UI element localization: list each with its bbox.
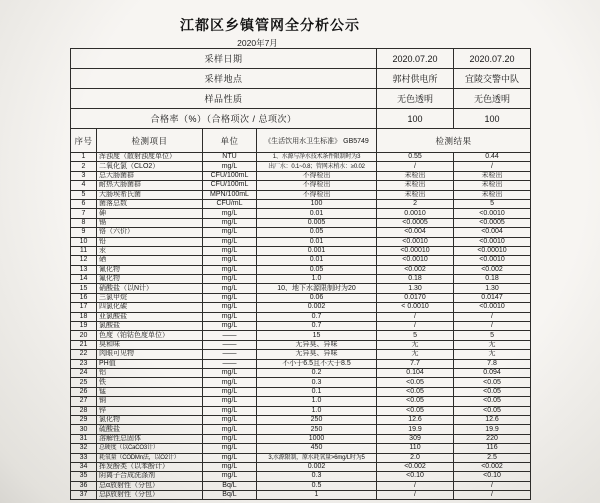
table-row (71, 415, 531, 424)
info-label: 采样日期 (71, 49, 377, 69)
result-cell-2: 0.18 (454, 275, 531, 284)
info-value: 无色透明 (454, 89, 531, 109)
item-name-cell: 铅 (97, 237, 203, 246)
item-name-cell: 铝 (97, 368, 203, 377)
standard-cell: 0.06 (257, 293, 377, 302)
row-index-cell: 22 (71, 350, 97, 359)
item-name-cell: 氰化物 (97, 265, 203, 274)
standard-cell: 0.2 (257, 368, 377, 377)
row-index-cell: 9 (71, 228, 97, 237)
result-cell-2: <0.05 (454, 387, 531, 396)
result-cell-1: 0.0010 (377, 209, 454, 218)
unit-cell: mg/L (203, 237, 257, 246)
result-cell-1: 无 (377, 340, 454, 349)
unit-cell: mg/L (203, 284, 257, 293)
table-row (71, 209, 531, 218)
unit-cell: mg/L (203, 322, 257, 331)
row-index-cell: 28 (71, 406, 97, 415)
item-name-cell: 菌落总数 (97, 199, 203, 208)
result-cell-1: 309 (377, 434, 454, 443)
standard-cell: 无异臭、异味 (257, 350, 377, 359)
standard-cell: 0.5 (257, 481, 377, 490)
row-index-cell: 15 (71, 284, 97, 293)
unit-cell: mg/L (203, 415, 257, 424)
table-row (71, 397, 531, 406)
item-name-cell: 铁 (97, 378, 203, 387)
table-row (71, 275, 531, 284)
standard-cell: 15 (257, 331, 377, 340)
item-name-cell: 总α放射性（分包） (97, 481, 203, 490)
unit-cell: CFU/100mL (203, 181, 257, 190)
item-name-cell: 氟化物 (97, 275, 203, 284)
unit-cell: mg/L (203, 425, 257, 434)
table-row (71, 462, 531, 471)
item-name-cell: 亚氯酸盐 (97, 312, 203, 321)
page-title: 江都区乡镇管网全分析公示 (180, 17, 360, 33)
item-name-cell: 砷 (97, 209, 203, 218)
info-value: 郭村供电所 (377, 69, 454, 89)
standard-cell: 1、水源与净水技术条件限制时为3 (257, 153, 377, 162)
row-index-cell: 37 (71, 491, 97, 500)
item-name-cell: 四氯化碳 (97, 303, 203, 312)
result-cell-1: <0.10 (377, 472, 454, 481)
result-cell-2: 5 (454, 331, 531, 340)
result-cell-1: 1.30 (377, 284, 454, 293)
standard-cell: 0.1 (257, 387, 377, 396)
item-name-cell: 总大肠菌群 (97, 171, 203, 180)
item-name-cell: 锰 (97, 387, 203, 396)
result-cell-2: <0.0005 (454, 218, 531, 227)
table-row (71, 481, 531, 490)
result-cell-2: 0.0147 (454, 293, 531, 302)
item-name-cell: 色度（铂钴色度单位） (97, 331, 203, 340)
unit-cell: mg/L (203, 434, 257, 443)
standard-cell: 0.05 (257, 228, 377, 237)
result-cell-1: < 0.0010 (377, 303, 454, 312)
row-index-cell: 17 (71, 303, 97, 312)
table-row (71, 171, 531, 180)
result-cell-1: / (377, 322, 454, 331)
result-cell-1: 0.104 (377, 368, 454, 377)
result-cell-1: 0.18 (377, 275, 454, 284)
item-name-cell: 总硬度（以CaCO3计） (97, 444, 203, 453)
result-cell-2: <0.002 (454, 265, 531, 274)
result-cell-2: / (454, 481, 531, 490)
unit-cell: mg/L (203, 303, 257, 312)
result-cell-1: / (377, 312, 454, 321)
row-index-cell: 14 (71, 275, 97, 284)
result-cell-1: <0.05 (377, 397, 454, 406)
result-cell-1: <0.05 (377, 378, 454, 387)
row-index-cell: 16 (71, 293, 97, 302)
standard-cell: 0.001 (257, 246, 377, 255)
result-cell-1: 无 (377, 350, 454, 359)
result-cell-2: 5 (454, 199, 531, 208)
unit-cell: mg/L (203, 378, 257, 387)
standard-cell: 出厂水：0.1~0.8；管网末梢水：≥0.02 (257, 162, 377, 171)
row-index-cell: 1 (71, 153, 97, 162)
unit-cell: mg/L (203, 368, 257, 377)
item-name-cell: 溶解性总固体 (97, 434, 203, 443)
result-cell-1: 未检出 (377, 190, 454, 199)
unit-cell: mg/L (203, 209, 257, 218)
item-name-cell: 二氧化氯（CLO2） (97, 162, 203, 171)
table-row (71, 434, 531, 443)
result-cell-2: 116 (454, 444, 531, 453)
table-row (71, 284, 531, 293)
row-index-cell: 36 (71, 481, 97, 490)
item-name-cell: 阴离子合成洗涤剂 (97, 472, 203, 481)
result-cell-1: 110 (377, 444, 454, 453)
col-header-index: 序号 (71, 129, 97, 153)
col-header-unit: 单位 (203, 129, 257, 153)
result-cell-2: <0.05 (454, 406, 531, 415)
result-cell-2: <0.0010 (454, 303, 531, 312)
standard-cell: 不得检出 (257, 190, 377, 199)
row-index-cell: 13 (71, 265, 97, 274)
result-cell-2: 未检出 (454, 171, 531, 180)
table-row (71, 359, 531, 368)
analysis-table-body (71, 153, 531, 500)
row-index-cell: 2 (71, 162, 97, 171)
standard-cell: 1.0 (257, 275, 377, 284)
result-cell-1: <0.0010 (377, 237, 454, 246)
col-header-item: 检测项目 (97, 129, 203, 153)
result-cell-1: <0.00010 (377, 246, 454, 255)
info-row-sampling-location (71, 69, 531, 89)
result-cell-2: 0.094 (454, 368, 531, 377)
table-row (71, 322, 531, 331)
standard-cell: 不得检出 (257, 181, 377, 190)
result-cell-1: 0.55 (377, 153, 454, 162)
unit-cell: mg/L (203, 406, 257, 415)
result-cell-2: 1.30 (454, 284, 531, 293)
standard-cell: 1000 (257, 434, 377, 443)
info-value: 2020.07.20 (454, 49, 531, 69)
table-row (71, 444, 531, 453)
info-value: 宜陵交警中队 (454, 69, 531, 89)
table-row (71, 265, 531, 274)
standard-cell: 1.0 (257, 406, 377, 415)
table-row (71, 331, 531, 340)
unit-cell: mg/L (203, 312, 257, 321)
table-row (71, 162, 531, 171)
result-cell-2: 7.8 (454, 359, 531, 368)
page-subtitle: 2020年7月 (237, 38, 278, 48)
row-index-cell: 7 (71, 209, 97, 218)
row-index-cell: 31 (71, 434, 97, 443)
row-index-cell: 24 (71, 368, 97, 377)
result-cell-2: 19.9 (454, 425, 531, 434)
result-cell-1: 2.0 (377, 453, 454, 462)
result-cell-2: <0.0010 (454, 209, 531, 218)
result-cell-1: <0.002 (377, 265, 454, 274)
result-cell-1: 0.0170 (377, 293, 454, 302)
unit-cell: —— (203, 350, 257, 359)
table-row (71, 199, 531, 208)
standard-cell: 不得检出 (257, 171, 377, 180)
item-name-cell: 肉眼可见物 (97, 350, 203, 359)
row-index-cell: 4 (71, 181, 97, 190)
result-cell-1: 2 (377, 199, 454, 208)
unit-cell: mg/L (203, 453, 257, 462)
item-name-cell: 耐热大肠菌群 (97, 181, 203, 190)
item-name-cell: 耗氧量（CODMn法，以O2计） (97, 453, 203, 462)
result-cell-2: 无 (454, 340, 531, 349)
row-index-cell: 27 (71, 397, 97, 406)
result-cell-2: 无 (454, 350, 531, 359)
standard-cell: 0.01 (257, 209, 377, 218)
standard-cell: 1.0 (257, 397, 377, 406)
info-label: 合格率（%）（合格项次 / 总项次） (71, 109, 377, 129)
standard-cell: 0.002 (257, 462, 377, 471)
unit-cell: mg/L (203, 162, 257, 171)
unit-cell: Bq/L (203, 481, 257, 490)
item-name-cell: PH值 (97, 359, 203, 368)
column-header-row (71, 129, 531, 153)
result-cell-1: <0.0010 (377, 256, 454, 265)
standard-cell: 1 (257, 491, 377, 500)
standard-cell: 不小于6.5且不大于8.5 (257, 359, 377, 368)
row-index-cell: 20 (71, 331, 97, 340)
result-cell-2: 未检出 (454, 190, 531, 199)
unit-cell: —— (203, 331, 257, 340)
standard-cell: 0.01 (257, 256, 377, 265)
info-row-pass-rate (71, 109, 531, 129)
unit-cell: NTU (203, 153, 257, 162)
result-cell-1: <0.0005 (377, 218, 454, 227)
standard-cell: 250 (257, 425, 377, 434)
result-cell-2: <0.0010 (454, 237, 531, 246)
table-row (71, 378, 531, 387)
row-index-cell: 5 (71, 190, 97, 199)
standard-cell: 0.7 (257, 322, 377, 331)
row-index-cell: 34 (71, 462, 97, 471)
row-index-cell: 30 (71, 425, 97, 434)
item-name-cell: 浑浊度（散射浊度单位） (97, 153, 203, 162)
item-name-cell: 锌 (97, 406, 203, 415)
table-row (71, 368, 531, 377)
row-index-cell: 19 (71, 322, 97, 331)
result-cell-1: / (377, 162, 454, 171)
result-cell-2: <0.0010 (454, 256, 531, 265)
table-row (71, 293, 531, 302)
result-cell-2: 220 (454, 434, 531, 443)
table-row (71, 153, 531, 162)
result-cell-1: 7.7 (377, 359, 454, 368)
result-cell-2: / (454, 312, 531, 321)
result-cell-2: <0.00010 (454, 246, 531, 255)
standard-cell: 0.3 (257, 472, 377, 481)
row-index-cell: 23 (71, 359, 97, 368)
item-name-cell: 汞 (97, 246, 203, 255)
unit-cell: mg/L (203, 444, 257, 453)
unit-cell: mg/L (203, 228, 257, 237)
row-index-cell: 32 (71, 444, 97, 453)
table-row (71, 472, 531, 481)
row-index-cell: 11 (71, 246, 97, 255)
table-row (71, 228, 531, 237)
row-index-cell: 33 (71, 453, 97, 462)
table-row (71, 303, 531, 312)
info-value: 2020.07.20 (377, 49, 454, 69)
info-value: 100 (454, 109, 531, 129)
analysis-table (70, 48, 531, 500)
unit-cell: mg/L (203, 218, 257, 227)
result-cell-1: 5 (377, 331, 454, 340)
standard-cell: 100 (257, 199, 377, 208)
result-cell-1: <0.004 (377, 228, 454, 237)
result-cell-2: <0.002 (454, 462, 531, 471)
unit-cell: —— (203, 340, 257, 349)
result-cell-2: / (454, 491, 531, 500)
result-cell-1: 未检出 (377, 171, 454, 180)
row-index-cell: 21 (71, 340, 97, 349)
result-cell-1: / (377, 481, 454, 490)
row-index-cell: 10 (71, 237, 97, 246)
row-index-cell: 25 (71, 378, 97, 387)
info-value: 无色透明 (377, 89, 454, 109)
row-index-cell: 26 (71, 387, 97, 396)
result-cell-2: <0.10 (454, 472, 531, 481)
row-index-cell: 29 (71, 415, 97, 424)
unit-cell: Bq/L (203, 491, 257, 500)
item-name-cell: 铜 (97, 397, 203, 406)
item-name-cell: 铬（六价） (97, 228, 203, 237)
table-row (71, 256, 531, 265)
unit-cell: mg/L (203, 462, 257, 471)
unit-cell: mg/L (203, 397, 257, 406)
item-name-cell: 三氯甲烷 (97, 293, 203, 302)
row-index-cell: 18 (71, 312, 97, 321)
unit-cell: mg/L (203, 246, 257, 255)
item-name-cell: 硝酸盐（以N计） (97, 284, 203, 293)
standard-cell: 10、地下水源限制时为20 (257, 284, 377, 293)
standard-cell: 0.002 (257, 303, 377, 312)
info-value: 100 (377, 109, 454, 129)
row-index-cell: 8 (71, 218, 97, 227)
unit-cell: MPN/100mL (203, 190, 257, 199)
info-row-sample-nature (71, 89, 531, 109)
result-cell-1: <0.05 (377, 406, 454, 415)
standard-cell: 0.3 (257, 378, 377, 387)
info-label: 采样地点 (71, 69, 377, 89)
row-index-cell: 3 (71, 171, 97, 180)
result-cell-2: <0.05 (454, 378, 531, 387)
result-cell-2: 2.5 (454, 453, 531, 462)
unit-cell: CFU/100mL (203, 171, 257, 180)
info-section (71, 49, 531, 129)
item-name-cell: 臭和味 (97, 340, 203, 349)
table-row (71, 453, 531, 462)
result-cell-2: / (454, 162, 531, 171)
unit-cell: CFU/mL (203, 199, 257, 208)
item-name-cell: 大肠埃希氏菌 (97, 190, 203, 199)
standard-cell: 0.005 (257, 218, 377, 227)
table-row (71, 340, 531, 349)
standard-cell: 450 (257, 444, 377, 453)
info-label: 样品性质 (71, 89, 377, 109)
unit-cell: mg/L (203, 293, 257, 302)
unit-cell: mg/L (203, 275, 257, 284)
result-cell-2: / (454, 322, 531, 331)
table-row (71, 491, 531, 500)
result-cell-1: 未检出 (377, 181, 454, 190)
table-row (71, 312, 531, 321)
unit-cell: mg/L (203, 387, 257, 396)
col-header-result: 检测结果 (377, 129, 531, 153)
standard-cell: 250 (257, 415, 377, 424)
unit-cell: mg/L (203, 256, 257, 265)
result-cell-1: 19.9 (377, 425, 454, 434)
table-row (71, 181, 531, 190)
standard-cell: 0.01 (257, 237, 377, 246)
item-name-cell: 挥发酚类（以苯酚计） (97, 462, 203, 471)
table-row (71, 237, 531, 246)
col-header-standard: 《生活饮用水卫生标准》 GB5749 (257, 129, 377, 153)
item-name-cell: 氯酸盐 (97, 322, 203, 331)
result-cell-2: <0.05 (454, 397, 531, 406)
table-row (71, 425, 531, 434)
result-cell-2: <0.004 (454, 228, 531, 237)
unit-cell: mg/L (203, 265, 257, 274)
unit-cell: —— (203, 359, 257, 368)
standard-cell: 0.05 (257, 265, 377, 274)
header-section (71, 129, 531, 153)
item-name-cell: 总β放射性（分包） (97, 491, 203, 500)
result-cell-2: 0.44 (454, 153, 531, 162)
result-cell-1: <0.002 (377, 462, 454, 471)
result-cell-2: 未检出 (454, 181, 531, 190)
item-name-cell: 氯化物 (97, 415, 203, 424)
standard-cell: 0.7 (257, 312, 377, 321)
row-index-cell: 6 (71, 199, 97, 208)
result-cell-2: 12.6 (454, 415, 531, 424)
table-row (71, 218, 531, 227)
item-name-cell: 硒 (97, 256, 203, 265)
table-row (71, 387, 531, 396)
standard-cell: 3,水源限制，原水耗氧量>6mg/L时为5 (257, 453, 377, 462)
item-name-cell: 镉 (97, 218, 203, 227)
table-row (71, 246, 531, 255)
result-cell-1: / (377, 491, 454, 500)
item-name-cell: 硫酸盐 (97, 425, 203, 434)
result-cell-1: <0.05 (377, 387, 454, 396)
standard-cell: 无异臭、异味 (257, 340, 377, 349)
info-row-sampling-date (71, 49, 531, 69)
result-cell-1: 12.6 (377, 415, 454, 424)
row-index-cell: 35 (71, 472, 97, 481)
table-row (71, 350, 531, 359)
row-index-cell: 12 (71, 256, 97, 265)
table-row (71, 190, 531, 199)
unit-cell: mg/L (203, 472, 257, 481)
table-row (71, 406, 531, 415)
